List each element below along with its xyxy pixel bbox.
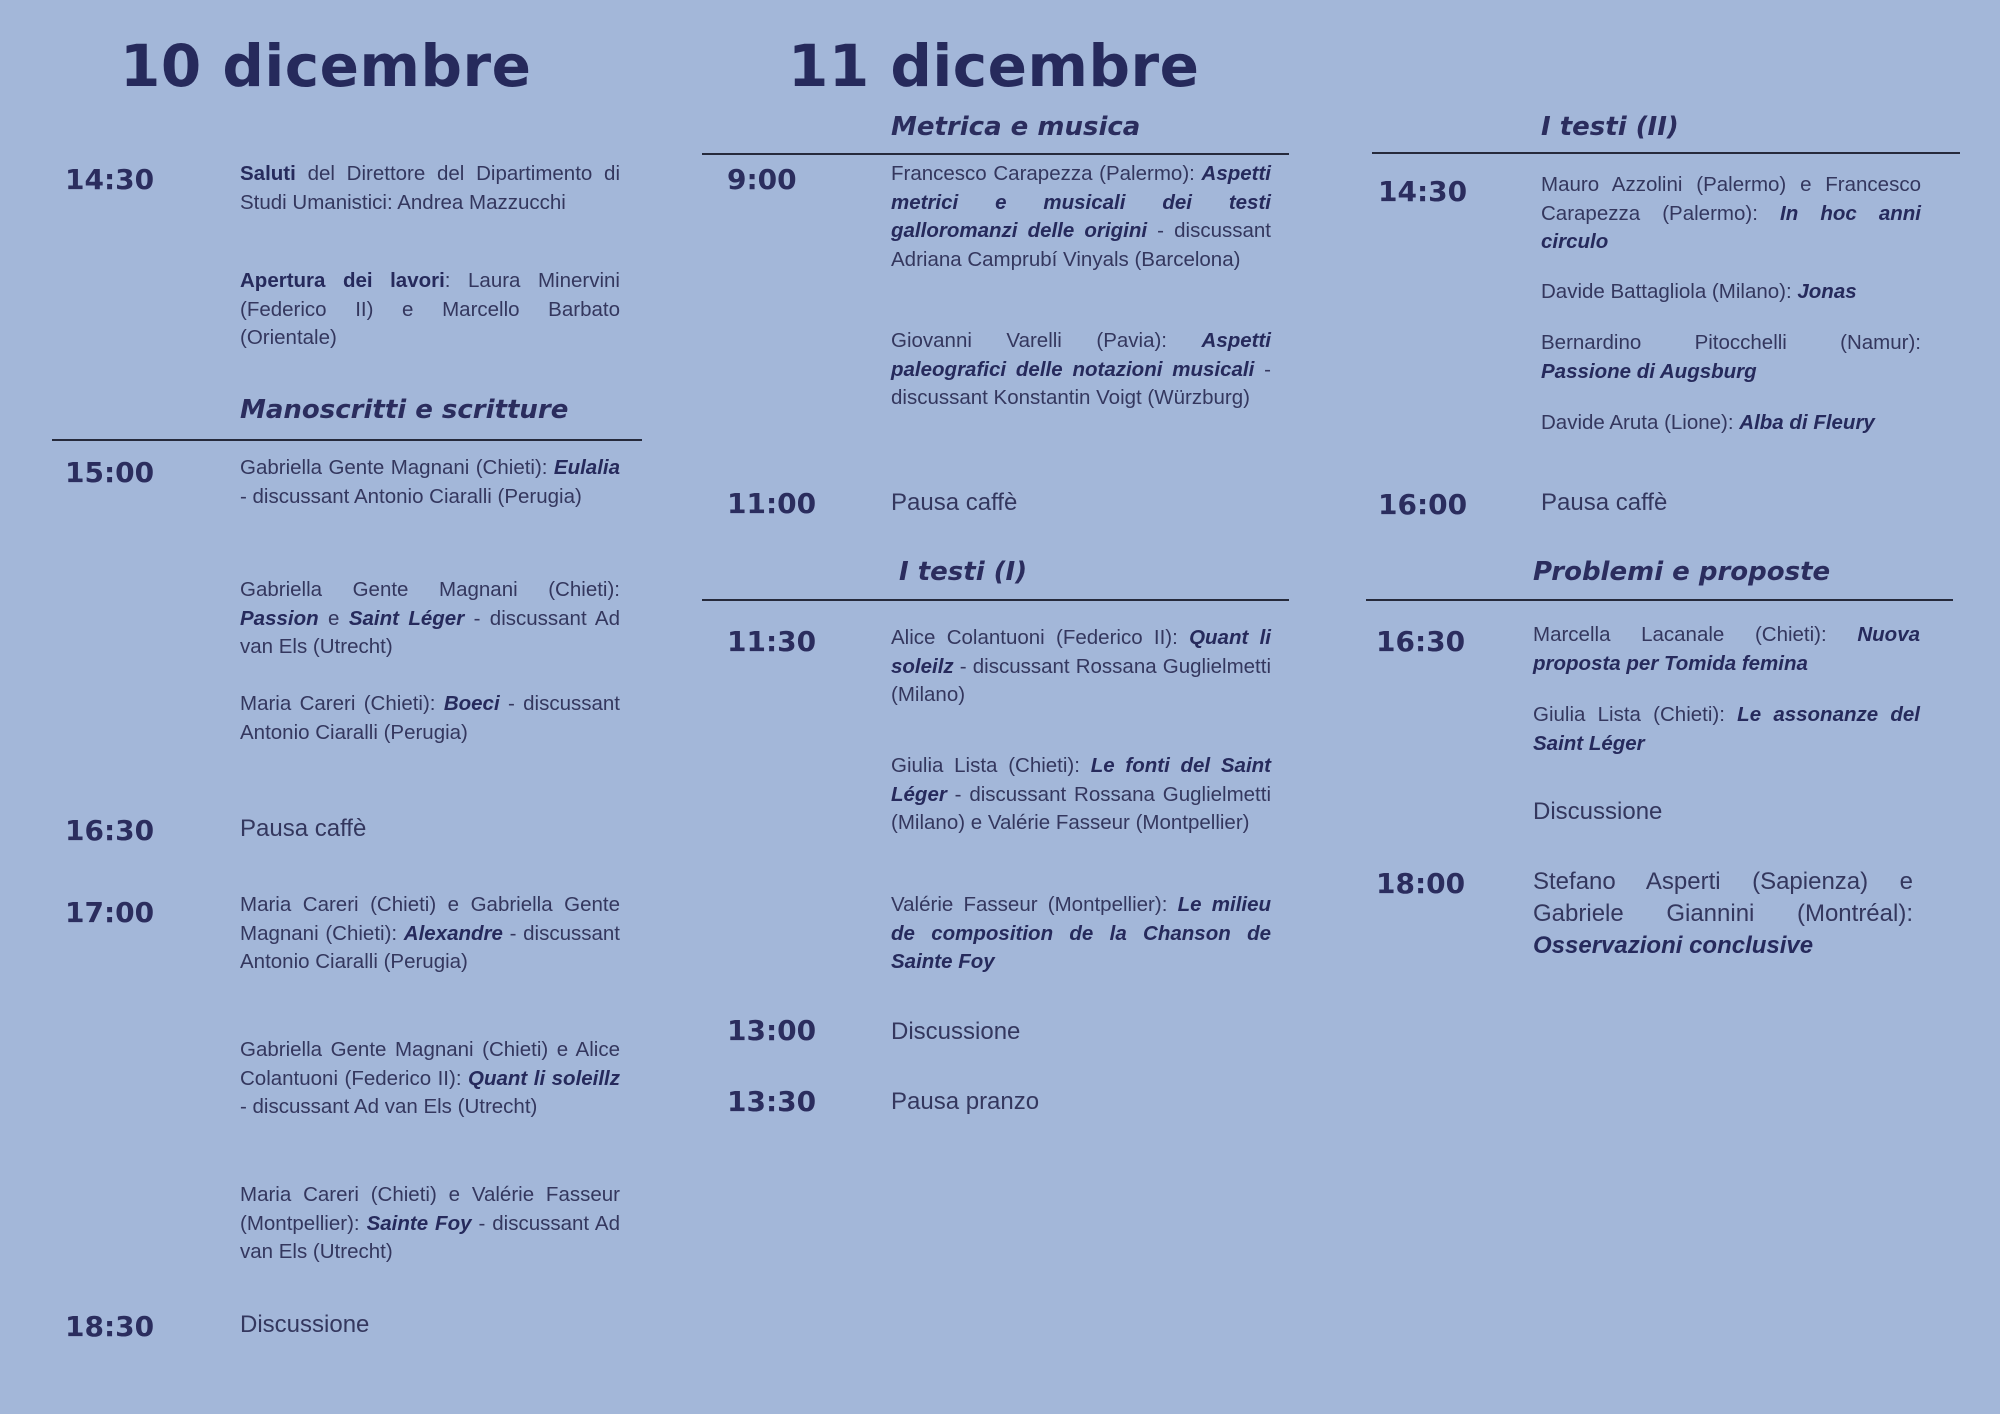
talk-quant-li-soleilz [891, 624, 1271, 710]
time-13-00: 13:00 [727, 1014, 817, 1047]
talk-alexandre [240, 891, 620, 977]
talk-title: Passion [240, 606, 319, 630]
talk-title: Osservazioni conclusive [1533, 932, 1814, 959]
talk-discussant: - discussant Rossana Guglielmetti (Milano) [891, 654, 1271, 706]
talk-quant-li-soleillz [240, 1036, 620, 1122]
break-pausa-caffe-day1: Pausa caffè [240, 815, 367, 842]
talk-discussant: - discussant Antonio Ciaralli (Perugia) [240, 692, 620, 744]
talk-osservazioni-conclusive [1533, 866, 1913, 962]
section-problemi-e-proposte: Problemi e proposte [1533, 557, 1831, 587]
session-apertura [240, 267, 620, 353]
talk-speaker: Giovanni Varelli (Pavia): [891, 329, 1202, 352]
talk-discussant: - discussant Ad van Els (Utrecht) [240, 606, 620, 658]
talk-speaker: Valérie Fasseur (Montpellier): [891, 893, 1178, 916]
talk-title: Quant li soleilz [891, 626, 1271, 678]
talk-title: Eulalia [553, 456, 620, 479]
talk-speaker: Davide Battagliola (Milano): [1541, 280, 1798, 303]
talk-le-assonanze [1533, 701, 1920, 758]
talk-title: Aspetti paleografici delle notazioni musicali [891, 329, 1271, 381]
talk-in-hoc-anni-circulo [1541, 171, 1921, 257]
session-title: Saluti [240, 162, 296, 185]
discussione-day2-afternoon: Discussione [1533, 798, 1663, 825]
talk-title: Le fonti del Saint Léger [891, 754, 1271, 806]
section-divider [1372, 152, 1960, 154]
talk-title: Alba di Fleury [1739, 411, 1875, 434]
talk-title: Quant li soleillz [468, 1066, 621, 1090]
section-metrica-e-musica: Metrica e musica [891, 112, 1141, 142]
time-18-00: 18:00 [1376, 867, 1466, 900]
time-11-00: 11:00 [727, 487, 817, 520]
talk-passione-di-augsburg [1541, 329, 1921, 386]
talk-speaker: Giulia Lista (Chieti): [891, 754, 1091, 777]
talk-speaker: Alice Colantuoni (Federico II): [891, 626, 1190, 649]
talk-nuova-proposta [1533, 621, 1920, 678]
talk-eulalia [240, 454, 620, 511]
talk-speaker: Gabriella Gente Magnani (Chieti) e Alice Colantuoni (Federico II): [240, 1038, 620, 1090]
talk-discussant: - discussant Konstantin Voigt (Würzburg) [891, 357, 1271, 409]
break-pausa-pranzo: Pausa pranzo [891, 1088, 1040, 1115]
day-title-10-dicembre: 10 dicembre [120, 32, 532, 100]
time-9-00: 9:00 [727, 163, 797, 196]
time-14-30-day2: 14:30 [1378, 175, 1468, 208]
talk-speaker: Gabriella Gente Magnani (Chieti): [240, 578, 620, 601]
talk-discussant: - discussant Ad van Els (Utrecht) [240, 1095, 538, 1118]
section-divider [1366, 599, 1953, 601]
talk-speaker: Maria Careri (Chieti) e Gabriella Gente Magnani (Chieti): [240, 893, 620, 945]
talk-speaker: Giulia Lista (Chieti): [1533, 703, 1738, 726]
talk-conjunction: e [318, 606, 349, 630]
talk-title: In hoc anni circulo [1541, 201, 1922, 253]
talk-speaker: Mauro Azzolini (Palermo) e Francesco Carapezza (Palermo): [1541, 173, 1921, 225]
session-saluti [240, 160, 620, 217]
talk-speaker: Gabriella Gente Magnani (Chieti): [240, 456, 554, 479]
talk-aspetti-paleografici [891, 327, 1271, 413]
talk-milieu-de-composition [891, 891, 1271, 977]
talk-speaker: Davide Aruta (Lione): [1541, 411, 1740, 434]
talk-title: Boeci [443, 692, 500, 715]
talk-title: Jonas [1797, 280, 1857, 303]
section-divider [702, 599, 1289, 601]
time-13-30: 13:30 [727, 1085, 817, 1118]
talk-speaker: Bernardino Pitocchelli (Namur): [1541, 331, 1921, 354]
session-speaker: : Laura Minervini (Federico II) e Marcello Barbato (Orientale) [240, 269, 620, 349]
talk-title: Nuova proposta per Tomida femina [1533, 623, 1920, 675]
time-18-30: 18:30 [65, 1310, 155, 1343]
talk-discussant: - discussant Ad van Els (Utrecht) [240, 1211, 620, 1263]
talk-speaker: Stefano Asperti (Sapienza) e Gabriele Giannini (Montréal): [1533, 868, 1913, 927]
section-i-testi-i: I testi (I) [899, 557, 1028, 587]
discussione-day2-morning: Discussione [891, 1018, 1021, 1045]
time-16-00: 16:00 [1378, 488, 1468, 521]
talk-alba-di-fleury [1541, 409, 1941, 438]
talk-title: Sainte Foy [366, 1211, 472, 1235]
break-pausa-caffe-afternoon: Pausa caffè [1541, 489, 1668, 516]
talk-discussant: - discussant Adriana Camprubí Vinyals (Barcelona) [891, 219, 1271, 271]
talk-title: Le assonanze del Saint Léger [1533, 703, 1920, 755]
talk-speaker: Francesco Carapezza (Palermo): [891, 162, 1202, 185]
talk-speaker: Maria Careri (Chieti): [240, 692, 444, 715]
talk-aspetti-metrici [891, 160, 1271, 274]
talk-speaker: Marcella Lacanale (Chieti): [1533, 623, 1858, 646]
talk-discussant: - discussant Rossana Guglielmetti (Milano) e Valérie Fasseur (Montpellier) [891, 782, 1271, 834]
session-speaker: del Direttore del Dipartimento di Studi Umanistici: Andrea Mazzucchi [240, 162, 620, 214]
talk-le-fonti-saint-leger [891, 752, 1271, 838]
talk-title: Saint Léger [348, 606, 465, 630]
talk-boeci [240, 690, 620, 747]
talk-sainte-foy [240, 1181, 620, 1267]
session-title: Apertura dei lavori [240, 269, 445, 292]
time-14-30-day1: 14:30 [65, 163, 155, 196]
break-pausa-caffe-morning: Pausa caffè [891, 489, 1018, 516]
talk-discussant: - discussant Antonio Ciaralli (Perugia) [240, 484, 582, 508]
discussione-day1: Discussione [240, 1311, 370, 1338]
talk-jonas [1541, 278, 1941, 307]
time-16-30-day2: 16:30 [1376, 625, 1466, 658]
section-manoscritti-e-scritture: Manoscritti e scritture [240, 395, 569, 425]
section-i-testi-ii: I testi (II) [1541, 112, 1679, 142]
time-15-00: 15:00 [65, 456, 155, 489]
talk-discussant: - discussant Antonio Ciaralli (Perugia) [240, 921, 620, 973]
section-divider [702, 153, 1289, 155]
talk-speaker: Maria Careri (Chieti) e Valérie Fasseur (Montpellier): [240, 1183, 620, 1235]
talk-title: Aspetti metrici e musicali dei testi galloromanzi delle origini [891, 162, 1271, 242]
time-17-00: 17:00 [65, 896, 155, 929]
talk-title: Alexandre [403, 921, 503, 945]
talk-title: Passione di Augsburg [1541, 359, 1757, 383]
day-title-11-dicembre: 11 dicembre [788, 32, 1200, 100]
talk-title: Le milieu de composition de la Chanson de Sainte Foy [891, 893, 1272, 973]
talk-passion-saint-leger [240, 576, 620, 662]
time-16-30-day1: 16:30 [65, 814, 155, 847]
time-11-30: 11:30 [727, 625, 817, 658]
section-divider [52, 439, 642, 441]
